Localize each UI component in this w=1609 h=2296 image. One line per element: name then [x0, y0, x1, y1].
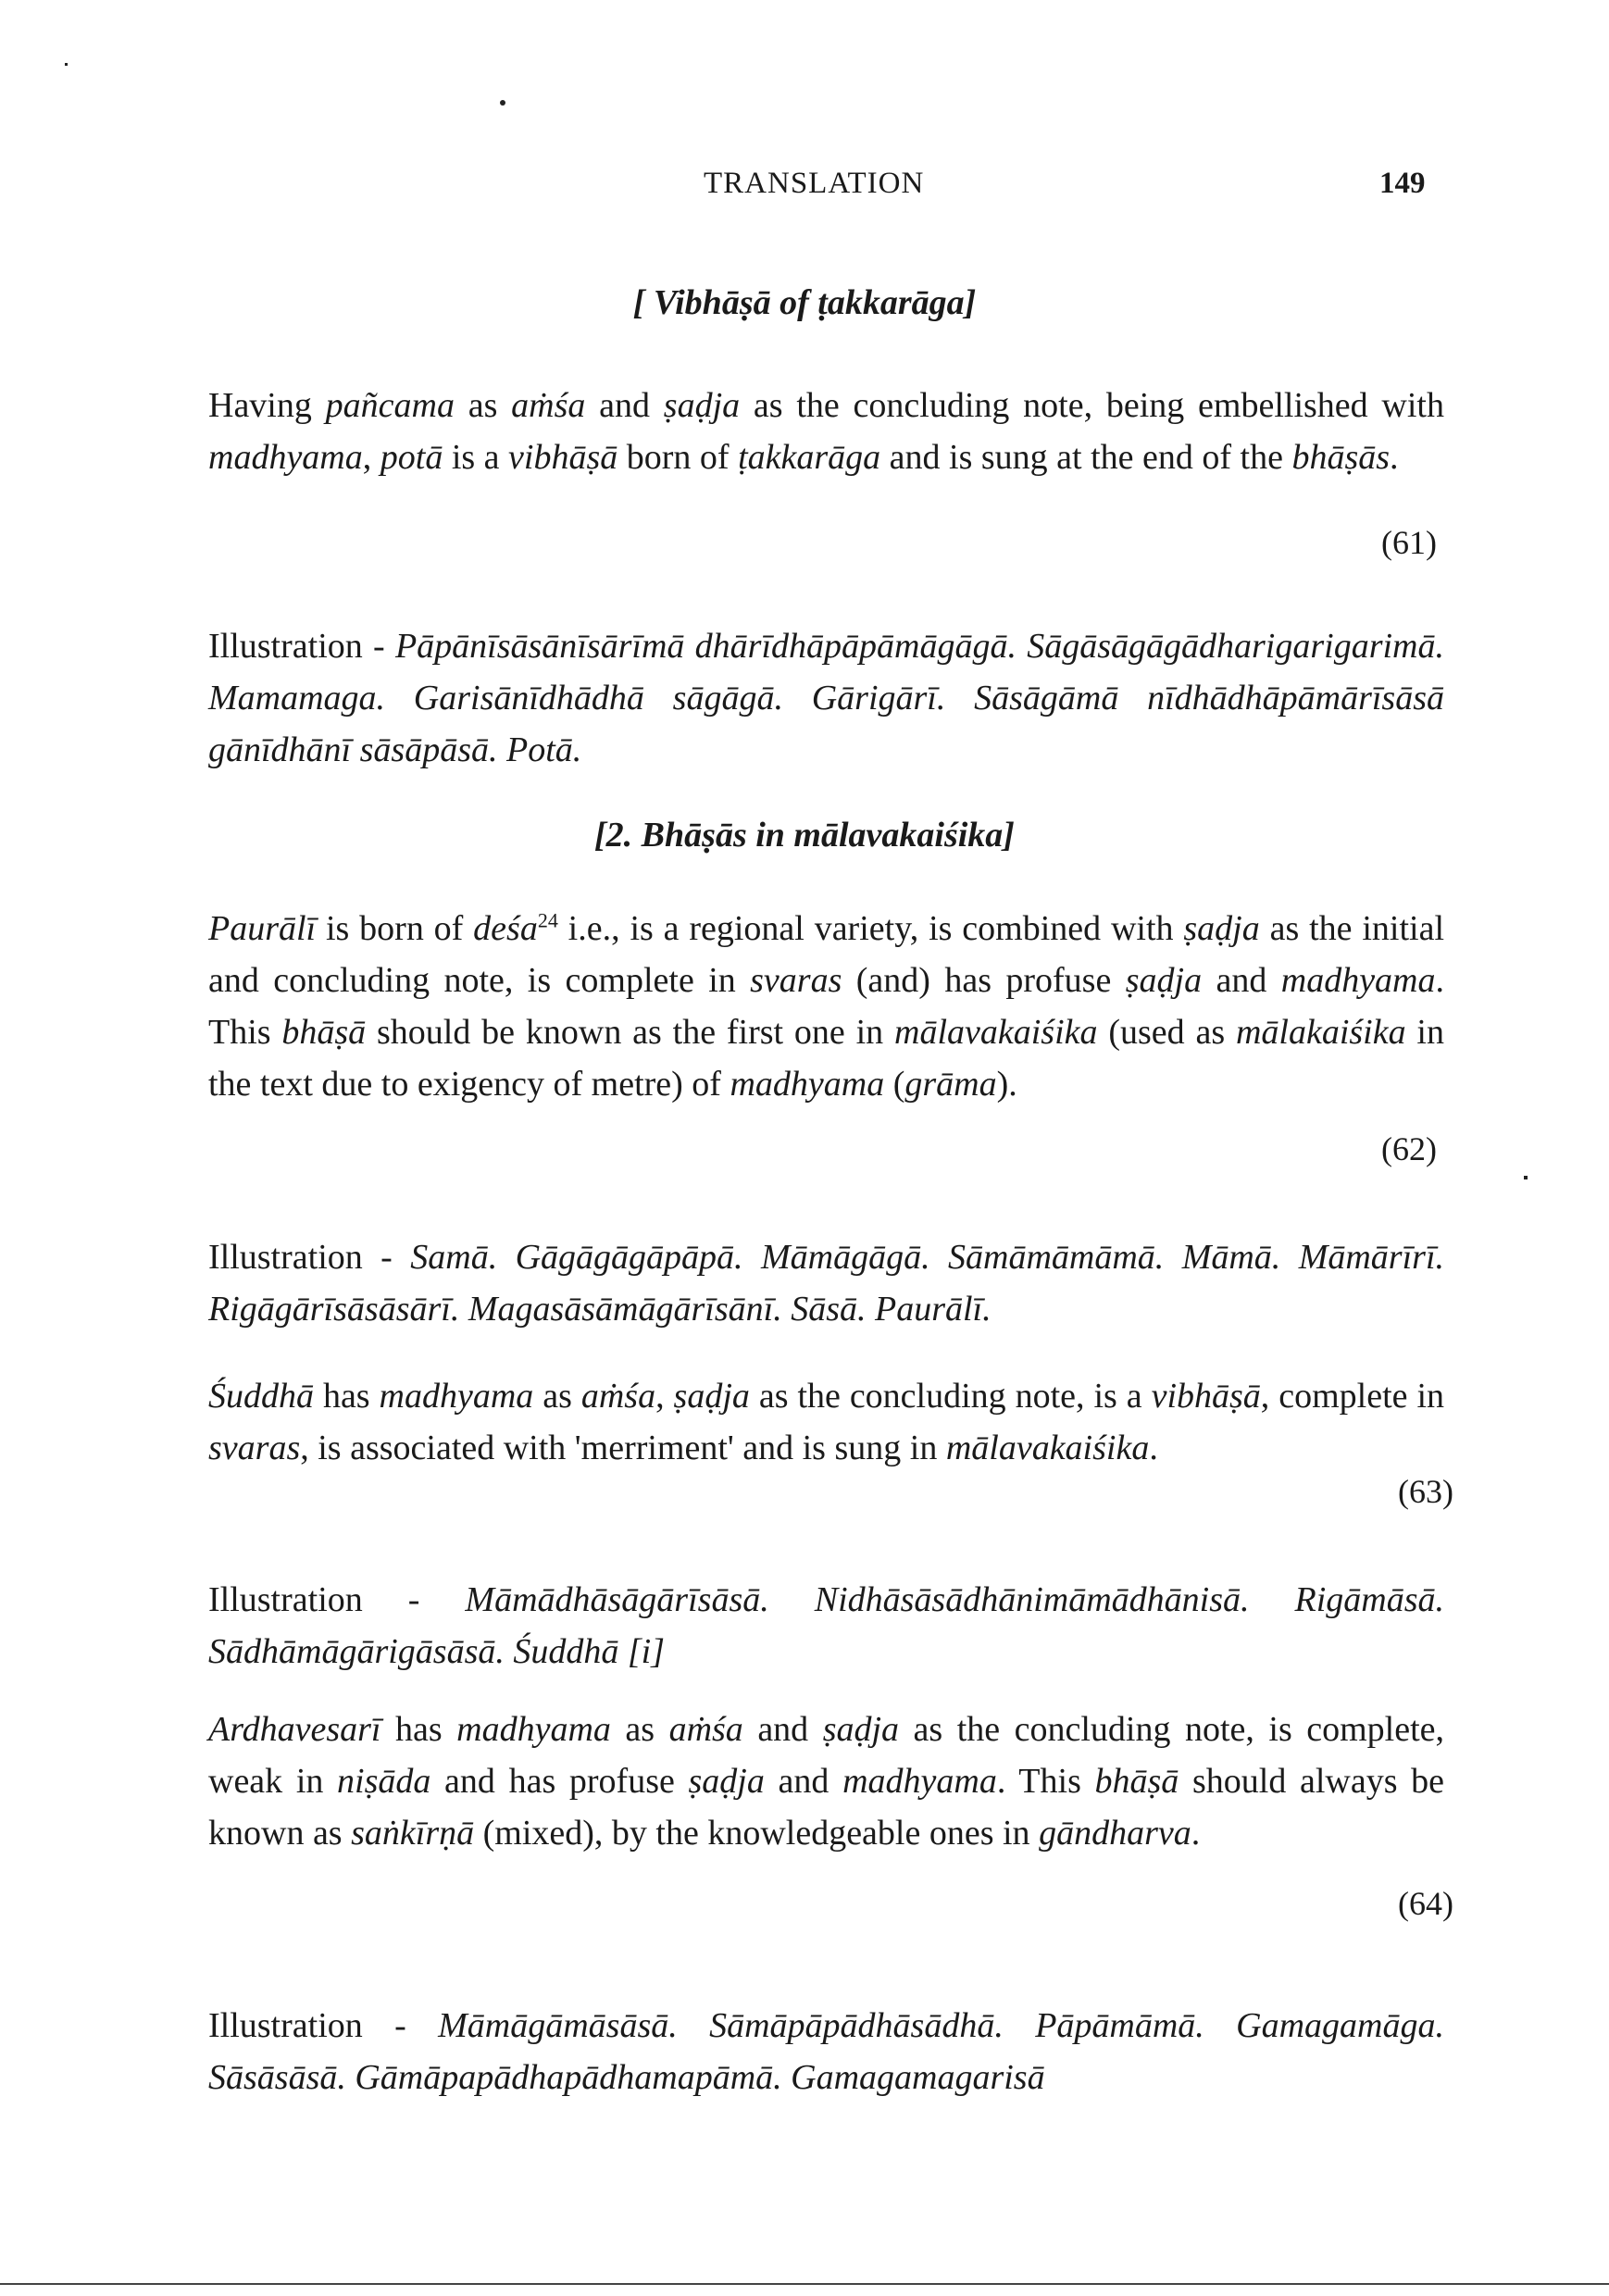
running-head-title: TRANSLATION	[704, 167, 925, 200]
scan-speck	[65, 63, 68, 66]
verse-number: (64)	[1398, 1885, 1453, 1922]
section-heading: [2. Bhāṣās in mālavakaiśika]	[594, 816, 1015, 855]
illustration-text: Samā. Gāgāgāgāpāpā. Māmāgāgā. Sāmāmāmāmā. Māmā. Māmārīrī. Rigāgārīsāsāsārī. Magasāsāmāgārīsānī. Sāsā. Paurālī.	[208, 1238, 1444, 1329]
illustration	[208, 620, 1444, 776]
paragraph: Ardhavesarī has madhyama as aṁśa and ṣaḍja as the concluding note, is complete, weak in niṣāda and has profuse ṣaḍja and madhyama. This bhāṣā should always be known as saṅkīrṇā (mixed), by the knowledgeable ones in gāndharva.	[208, 1710, 1445, 1853]
illustration-label: Illustration -	[208, 627, 395, 666]
illustration-text: Māmādhāsāgārīsāsā. Nidhāsāsādhānimāmādhānisā. Rigāmāsā. Sādhāmāgārigāsāsā. Śuddhā [i]	[208, 1580, 1445, 1671]
verse-number: (62)	[1381, 1130, 1437, 1167]
verse-number: (61)	[1381, 524, 1437, 561]
verse-number: (63)	[1398, 1473, 1453, 1510]
illustration	[208, 2000, 1444, 2103]
scan-speck	[1524, 1176, 1528, 1179]
illustration-text: Pāpānīsāsānīsārīmā dhārīdhāpāpāmāgāgā. Sāgāsāgāgādharigarigarimā. Mamamaga. Garisānīdhādhā sāgāgā. Gārigārī. Sāsāgāmā nīdhādhāpāmārīsāsā gānīdhānī sāsāpāsā. Potā.	[208, 627, 1444, 769]
paragraph: Paurālī is born of deśa$^{24}$ i.e., is a regional variety, is combined with ṣaḍja as the initial and concluding note, is complete in svaras (and) has profuse ṣaḍja and madhyama. This bhāṣā should be known as the first one in mālavakaiśika (used as mālakaiśika in the text due to exigency of metre) of madhyama (grāma).	[208, 908, 1445, 1104]
illustration-label: Illustration -	[208, 2006, 439, 2045]
section-heading: [ Vibhāṣā of ṭakkarāga]	[632, 283, 977, 322]
scan-edge-line	[0, 2283, 1609, 2285]
illustration-text: Māmāgāmāsāsā. Sāmāpāpādhāsādhā. Pāpāmāmā. Gamagamāga. Sāsāsāsā. Gāmāpapādhapādhamapāmā. Gamagamagarisā	[208, 2006, 1444, 2097]
scan-speck	[500, 100, 505, 106]
paragraph: Having pañcama as aṁśa and ṣaḍja as the concluding note, being embellished with madhyama, potā is a vibhāṣā born of ṭakkarāga and is sung at the end of the bhāṣās.	[208, 386, 1444, 477]
page-number: 149	[1379, 167, 1426, 200]
illustration	[208, 1231, 1444, 1335]
illustration-label: Illustration -	[208, 1238, 411, 1277]
illustration-label: Illustration -	[208, 1580, 466, 1619]
paragraph: Śuddhā has madhyama as aṁśa, ṣaḍja as the concluding note, is a vibhāṣā, complete in svaras, is associated with 'merriment' and is sung in mālavakaiśika.	[208, 1377, 1445, 1467]
illustration	[208, 1574, 1444, 1678]
